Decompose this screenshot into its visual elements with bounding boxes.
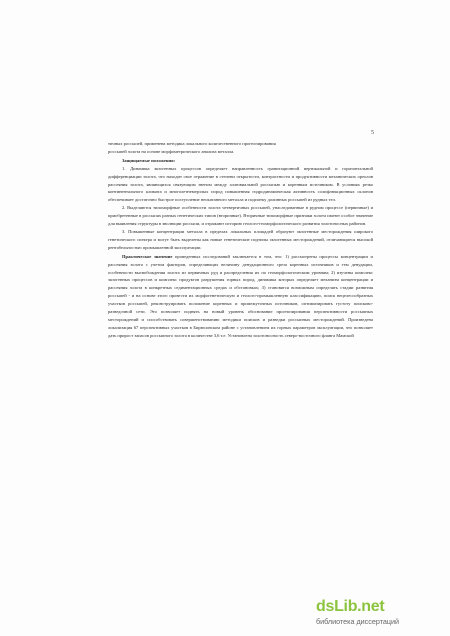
paragraph-3: 3. Повышенные концентрации металла в пределах локальных площадей образуют экзогенные месторождения широкого генетического спектра и могут быть выделены как новые генетические подтипы экзогенных месторождений, отличающиеся высокой рентабельностью промышленной эксплуатации. xyxy=(108,228,373,250)
practical-label: Практическое значение xyxy=(122,253,173,259)
section-heading: Защищаемые положения: xyxy=(122,157,176,163)
practical-paragraph xyxy=(108,253,373,340)
intro-line-1: тичных россыпей, применена методика локального количественного прогнозирования xyxy=(108,141,276,146)
watermark-logo: dsLib.net xyxy=(316,598,385,615)
practical-text: проведенных исследований заключается в том, что: 1) рассмотрены процессы концентрации и рассеяния золота с учетом факторов, определяющих величину денудационного среза коренных источников и тем денудации, особенности высвобождения золота из первичных руд и распределения их по геоморфологическим уровням; 2) изучены комплекс экзогенных процессов и комплекс продуктов разрушения горных пород, динамика которых определяет механизм концентрации и рассеяния золота в конкретных седиментационных средах и обстановках; 3) становятся возможным определять стадии развития россыпей - и на основе этого провести их морфогенетическую и геолого-промышленную классификацию, поиск нецелесообразных участков россыпей, реконструировать положение коренных и промежуточных источников, оптимизировать густоту поисково-разведочной сети. Это позволяет поднять на новый уровень обоснование прогнозирования перспективности россыпных месторождений и способствовать совершенствованию методики поисков и разведки россыпных месторождений. Произведена локализация 67 перспективных участков в Бирюсинском районе с установлением их горных параметров эксплуатации, что позволяет дать прирост запасов россыпного золота в количестве 3,6 т.е. Установлена золотоносность северо-восточного фланга Мамской xyxy=(108,253,373,338)
intro-line-2: россыпей золота на основе морфометрического анализа металла. xyxy=(108,148,235,154)
watermark-subtitle: библиотека диссертаций xyxy=(316,617,400,626)
document-body xyxy=(108,140,373,340)
watermark xyxy=(316,598,436,628)
page-number: 5 xyxy=(371,130,374,136)
paragraph-1: 1. Динамика экзогенных процессов определяет направленность гранитационной вертикальной и горизонтальной дифференциации золота, что находит свое отражение в степени открытости, контрастности и продуктивности механических ореолов рассеяния золота, являющихся связующим звеном между аллювиальной россыпью и коренным источником. В условиях резко континентального климата и многолетнемерзлых пород повышенная гидродинамическая активность солифлюкционных склонов обеспечивает достаточно быстрое поступление неокатанного металла и подпитку долинных россыпей из рудных тел. xyxy=(108,165,373,203)
paragraph-2: 2. Выделяются типоморфные особенности золота четвертичных россыпей, унаследованные в рудном процессе (первичные) и приобретенные в россыпях разных генетических типов (вторичные). Вторичные типоморфные признаки золота имеют особое значение для выявления структуры в эволюции россыпи, и отражают историю геолого-геоморфологического развития золотоносных районов. xyxy=(108,205,373,227)
